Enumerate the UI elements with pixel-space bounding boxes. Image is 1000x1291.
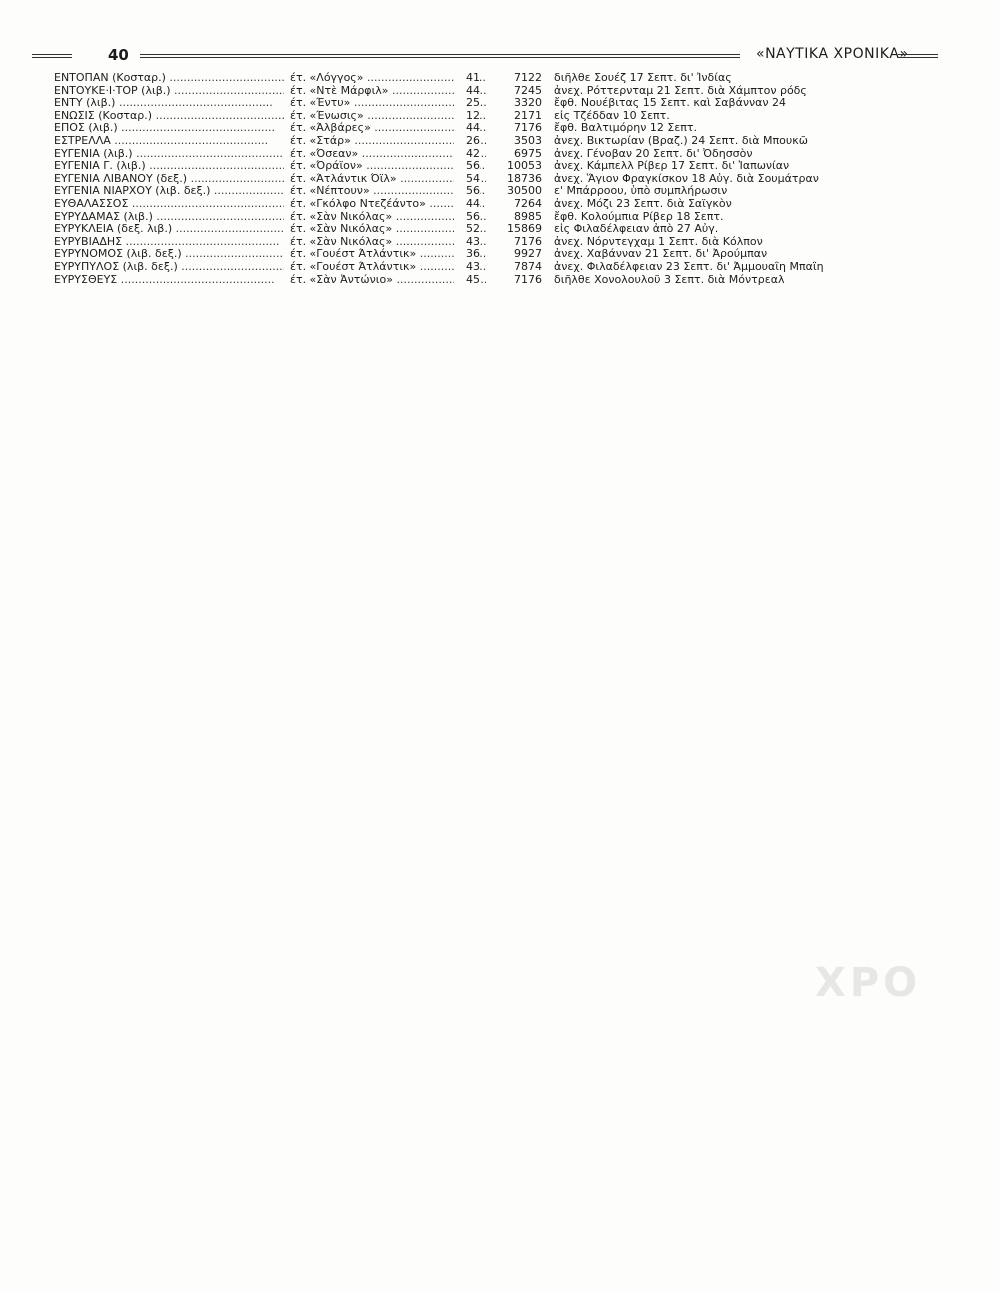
build-year: 52 (454, 223, 480, 236)
voyage-note: εἰς Φιλαδέλφειαν ἀπὸ 27 Αὐγ. (554, 223, 719, 236)
ship-owner: έτ. «Γουέστ Άτλάντικ» ..... (290, 248, 486, 261)
page-header (56, 46, 936, 68)
voyage-note: ἀνεχ. Χαβάνναν 21 Σεπτ. δι' Ἀρούμπαν (554, 248, 768, 261)
ship-tonnage: 7176 (514, 121, 542, 135)
ship-owner: έτ. «Όσεαν» ..... (290, 148, 486, 161)
ship-name: ΕΣΤΡΕΛΛΑ ..... (54, 135, 284, 148)
ship-owner: έτ. «Σὰν Νικόλας» ..... (290, 223, 486, 236)
build-year: 45 (454, 274, 480, 287)
table-row (54, 97, 954, 110)
build-year: 44 (454, 122, 480, 135)
table-row (54, 211, 954, 224)
ship-owner: έτ. «Γκόλφο Ντεζέάντο» ..... (290, 198, 486, 211)
faded-watermark: ΧΡΟ (815, 960, 922, 1006)
ship-name: ΕΝΤΥ (λιβ.) ..... (54, 97, 284, 110)
ship-name: ΕΥΡΥΒΙΑΔΗΣ ..... (54, 236, 284, 249)
voyage-note: διῆλθε Χονολουλοῦ 3 Σεπτ. διὰ Μόντρεαλ (554, 273, 785, 286)
ship-name: ΕΥΓΕΝΙΑ ΛΙΒΑΝΟΥ (δεξ.) ..... (54, 173, 284, 186)
ship-tonnage: 7122 (514, 71, 542, 84)
ship-tonnage: 7874 (514, 259, 542, 273)
ship-tonnage: 9927 (514, 247, 542, 261)
ship-owner: έτ. «Σὰν Ἀντώνιο» ..... (290, 274, 486, 287)
ship-name: ΕΥΓΕΝΙΑ (λιβ.) ..... (54, 148, 284, 161)
ship-tonnage: 6975 (514, 146, 542, 160)
table-row (54, 160, 954, 173)
ship-name: ΕΥΡΥΝΟΜΟΣ (λιβ. δεξ.) ..... (54, 248, 284, 261)
ship-tonnage: 7176 (514, 234, 542, 248)
table-row (54, 110, 954, 123)
build-year: 12 (454, 110, 480, 123)
build-year: 43 (454, 236, 480, 249)
ship-name: ΕΥΓΕΝΙΑ Γ. (λιβ.) ..... (54, 160, 284, 173)
ship-tonnage: 15869 (507, 222, 542, 236)
ship-owner: έτ. «Σὰν Νικόλας» ..... (290, 211, 486, 224)
ship-name: ΕΝΤΟΠΑΝ (Κοσταρ.) ..... (54, 72, 284, 85)
ship-tonnage: 8985 (514, 209, 542, 223)
table-row (54, 122, 954, 135)
ship-owner: έτ. «Ένωσις» ..... (290, 110, 486, 123)
ship-name: ΕΥΡΥΔΑΜΑΣ (λιβ.) ..... (54, 211, 284, 224)
table-row (54, 223, 954, 236)
table-row (54, 248, 954, 261)
build-year: 43 (454, 261, 480, 274)
ship-name: ΕΥΡΥΚΛΕΙΑ (δεξ. λιβ.) ..... (54, 223, 284, 236)
ship-tonnage: 7245 (514, 83, 542, 97)
voyage-note: ἀνεχ. Βικτωρίαν (Βραζ.) 24 Σεπτ. διὰ Μπουκῶ (554, 134, 808, 147)
voyage-note: ἀνεχ. Ρόττερνταμ 21 Σεπτ. διὰ Χάμπτον ρόδς (554, 84, 807, 97)
ship-owner: έτ. «Σὰν Νικόλας» ..... (290, 236, 486, 249)
ship-name: ΕΥΘΑΛΑΣΣΟΣ ..... (54, 198, 284, 211)
ship-tonnage: 10053 (507, 159, 542, 173)
ship-owner: έτ. «Όράϊον» ..... (290, 160, 486, 173)
header-rule-left (32, 54, 72, 58)
header-rule-right (898, 54, 938, 58)
table-row (54, 173, 954, 186)
voyage-note: ε' Μπάρροου, ὑπὸ συμπλήρωσιν (554, 185, 728, 198)
build-year: 36 (454, 248, 480, 261)
build-year: 25 (454, 97, 480, 110)
build-year: 56 (454, 185, 480, 198)
ship-register-table (54, 72, 954, 286)
ship-tonnage: 7176 (514, 272, 542, 286)
build-year: 42 (454, 148, 480, 161)
voyage-note: ἔφθ. Βαλτιμόρην 12 Σεπτ. (554, 122, 698, 135)
ship-owner: έτ. «Ντὲ Μάρφιλ» ..... (290, 85, 486, 98)
table-row (54, 85, 954, 98)
build-year: 56 (454, 211, 480, 224)
ship-owner: έτ. «Έντυ» ..... (290, 97, 486, 110)
page-number: 40 (108, 46, 129, 64)
ship-name: ΕΥΓΕΝΙΑ ΝΙΑΡΧΟΥ (λιβ. δεξ.) ..... (54, 185, 284, 198)
ship-owner: έτ. «Άτλάντικ Όϊλ» ..... (290, 173, 486, 186)
voyage-note: ἀνεχ. Γένοβαν 20 Σεπτ. δι' Ὀδησσὸν (554, 147, 753, 160)
build-year: 56 (454, 160, 480, 173)
ship-name: ΕΥΡΥΠΥΛΟΣ (λιβ. δεξ.) ..... (54, 261, 284, 274)
ship-name: ΕΥΡΥΣΘΕΥΣ ..... (54, 274, 284, 287)
voyage-note: ἀνεχ. Μόζι 23 Σεπτ. διὰ Σαϊγκὸν (554, 197, 732, 210)
ship-name: ΕΝΩΣΙΣ (Κοσταρ.) ..... (54, 110, 284, 123)
header-rule-middle (140, 54, 740, 58)
ship-owner: έτ. «Άλβάρες» ..... (290, 122, 486, 135)
build-year: 54 (454, 173, 480, 186)
ship-owner: έτ. «Νέπτουν» ..... (290, 185, 486, 198)
build-year: 26 (454, 135, 480, 148)
build-year: 44 (454, 85, 480, 98)
ship-owner: έτ. «Στάρ» ..... (290, 135, 486, 148)
table-row (54, 135, 954, 148)
voyage-note: ἔφθ. Νουέβιτας 15 Σεπτ. καὶ Σαβάνναν 24 (554, 97, 786, 110)
table-row (54, 261, 954, 274)
ship-tonnage: 7264 (514, 196, 542, 210)
ship-name: ΕΝΤΟΥΚΕ·Ι·ΤΟΡ (λιβ.) ..... (54, 85, 284, 98)
ship-tonnage: 30500 (507, 184, 542, 198)
ship-tonnage: 18736 (507, 171, 542, 185)
table-row (54, 236, 954, 249)
voyage-note: ἀνεχ. Νόρντεγχαμ 1 Σεπτ. διὰ Κόλπον (554, 235, 763, 248)
table-row (54, 274, 954, 287)
voyage-note: ἀνεχ. Φιλαδέλφειαν 23 Σεπτ. δι' Ἀμμουαΐη Μπαΐη (554, 260, 824, 273)
voyage-note: ἀνεχ. Κάμπελλ Ρίβερ 17 Σεπτ. δι' Ἰαπωνίαν (554, 160, 790, 173)
ship-tonnage: 3503 (514, 133, 542, 147)
ship-owner: έτ. «Γουέστ Άτλάντικ» ..... (290, 261, 486, 274)
voyage-note: εἰς Τζέδδαν 10 Σεπτ. (554, 109, 670, 122)
voyage-note: ἀνεχ. Ἅγιον Φραγκίσκον 18 Αὐγ. διὰ Σουμάτραν (554, 172, 819, 185)
table-row (54, 148, 954, 161)
ship-tonnage: 2171 (514, 108, 542, 122)
journal-title: «ΝΑΥΤΙΚΑ ΧΡΟΝΙΚΑ» (756, 46, 909, 62)
ship-name: ΕΠΟΣ (λιβ.) ..... (54, 122, 284, 135)
build-year: 44 (454, 198, 480, 211)
table-row (54, 185, 954, 198)
ship-owner: έτ. «Λόγγος» ..... (290, 72, 486, 85)
table-row (54, 72, 954, 85)
table-row (54, 198, 954, 211)
ship-tonnage: 3320 (514, 96, 542, 110)
build-year: 41 (454, 72, 480, 85)
voyage-note: ἔφθ. Κολούμπια Ρίβερ 18 Σεπτ. (554, 210, 724, 223)
voyage-note: διῆλθε Σουέζ 17 Σεπτ. δι' Ἰνδίας (554, 72, 732, 84)
